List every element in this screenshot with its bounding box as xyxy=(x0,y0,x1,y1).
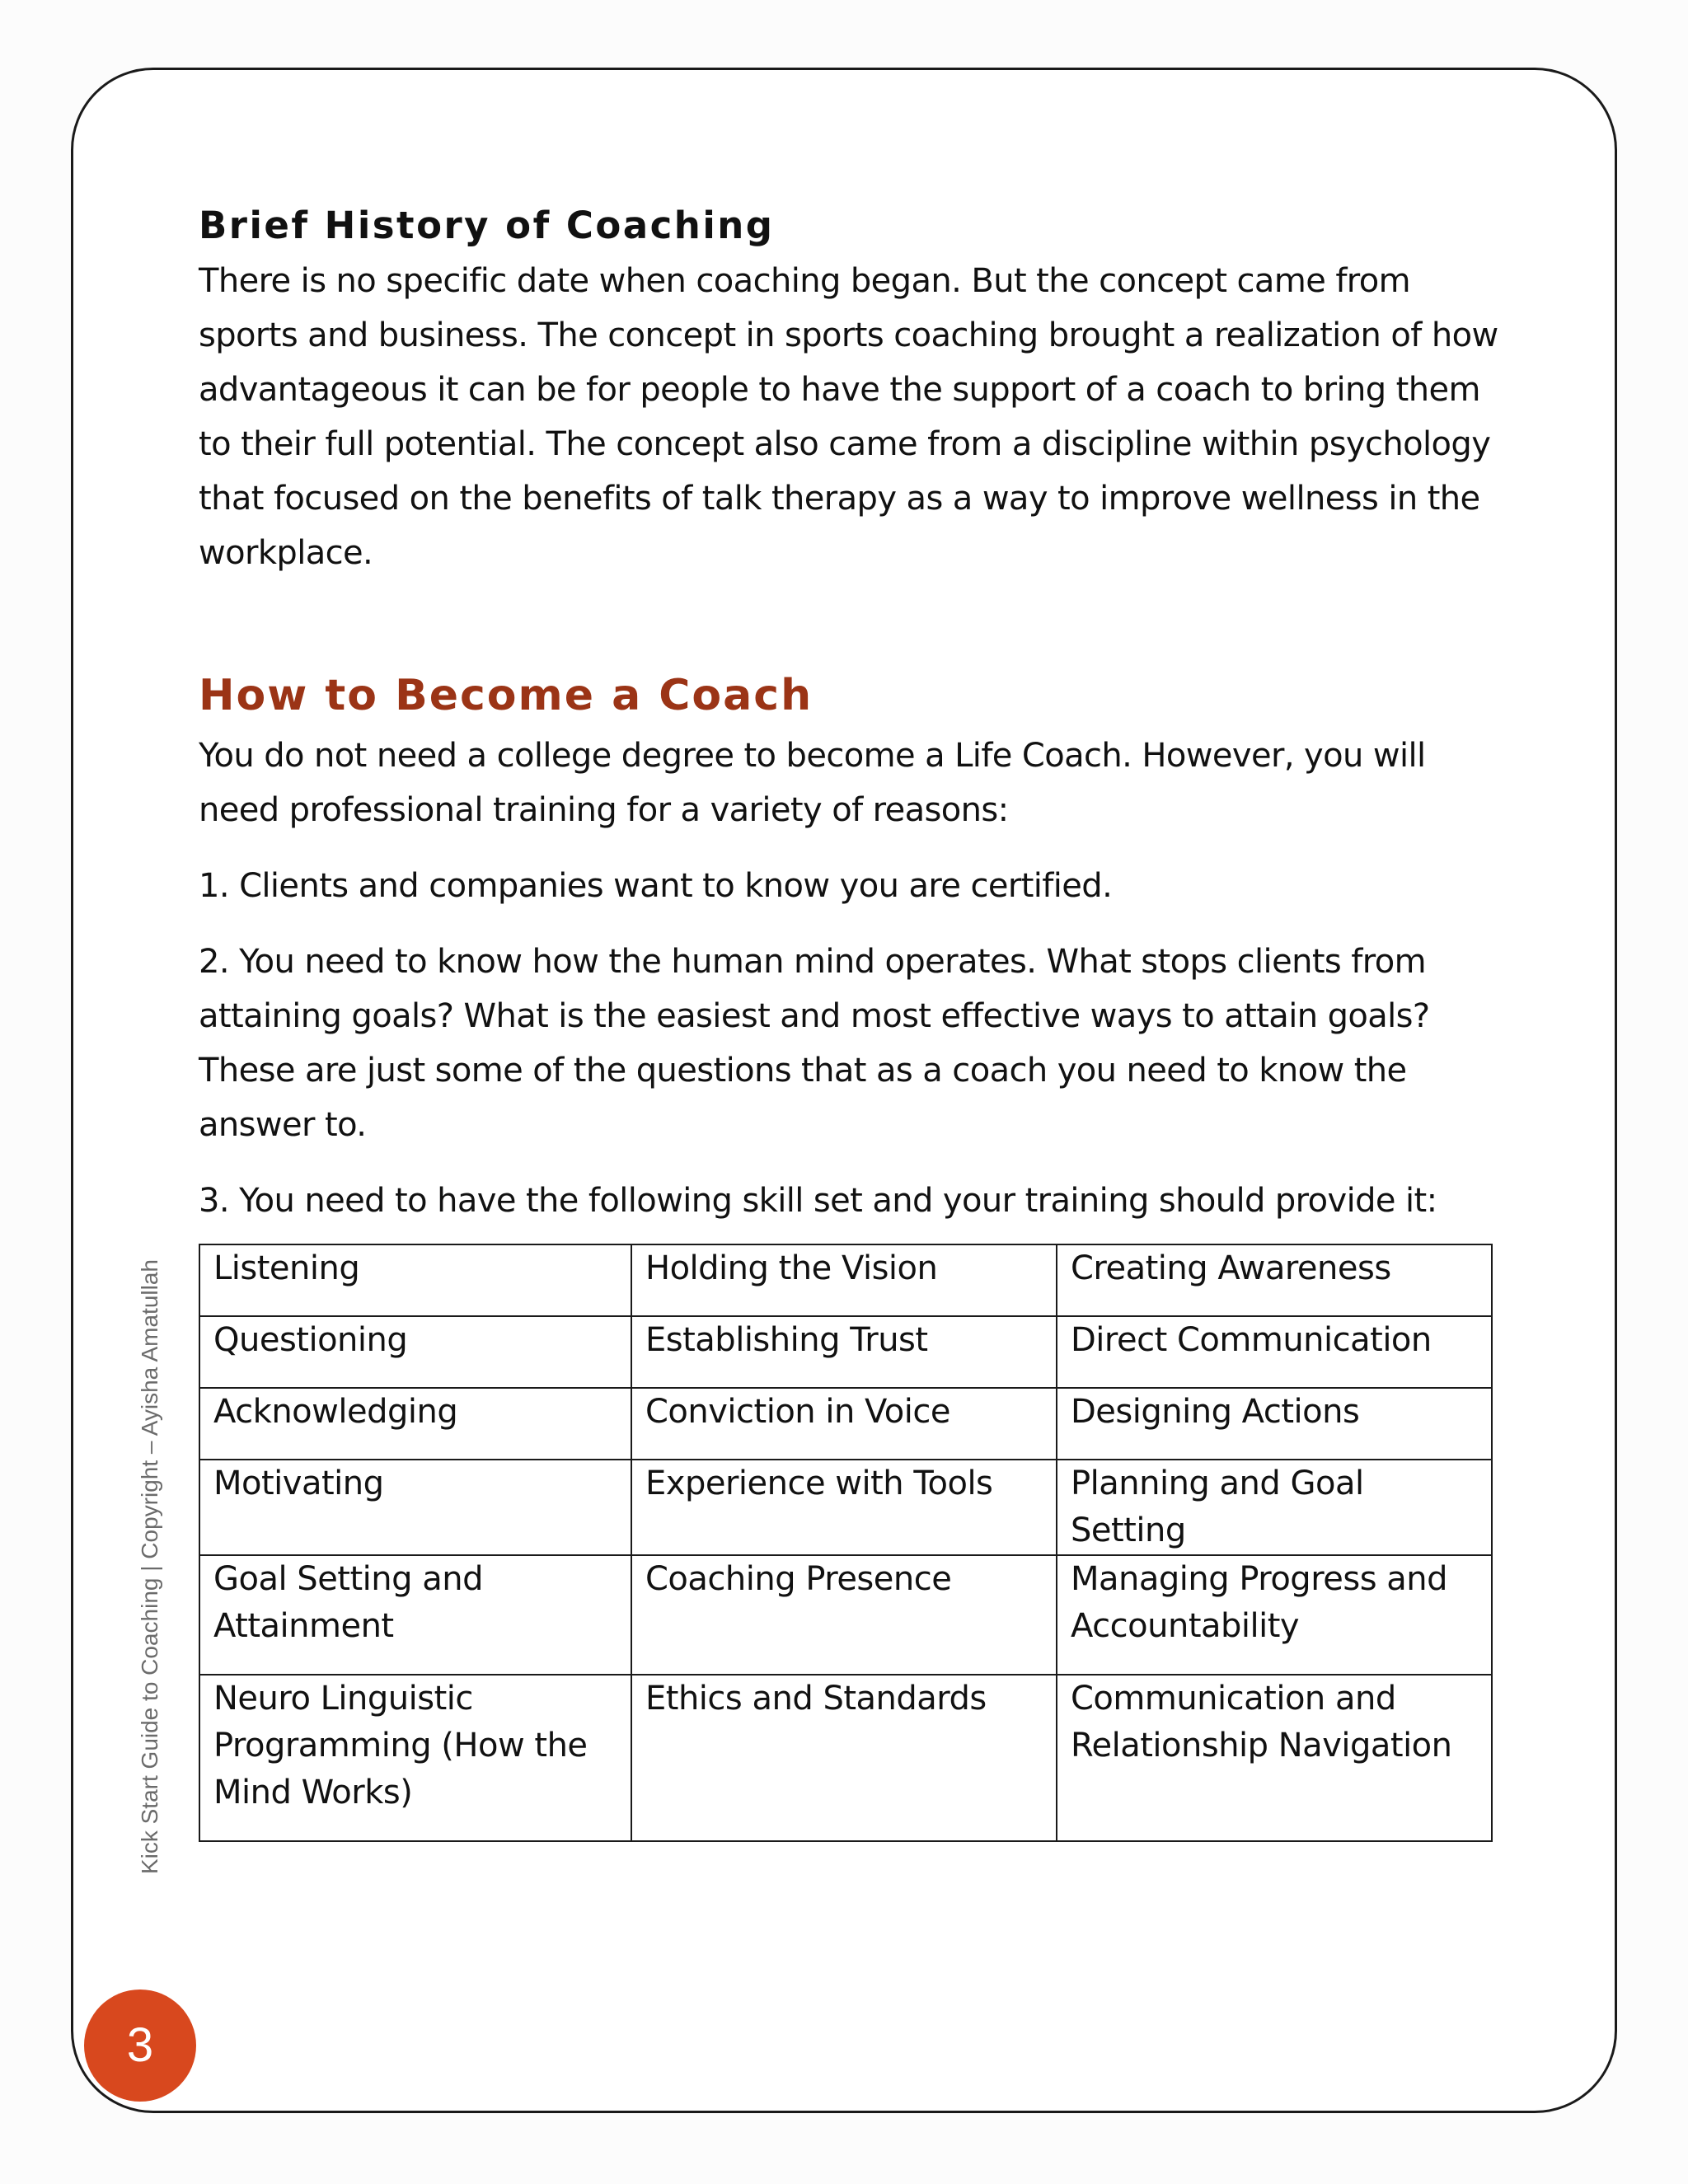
skill-cell: Managing Progress and Accountability xyxy=(1057,1555,1492,1675)
skill-cell: Listening xyxy=(199,1244,631,1316)
skill-cell: Acknowledging xyxy=(199,1388,631,1460)
table-row xyxy=(199,1675,1492,1841)
skill-cell: Planning and Goal Setting xyxy=(1057,1460,1492,1555)
skill-cell: Designing Actions xyxy=(1057,1388,1492,1460)
skills-table xyxy=(199,1244,1493,1842)
reason-item-1: 1. Clients and companies want to know you are certified. xyxy=(199,867,1113,905)
table-row xyxy=(199,1244,1492,1316)
skill-cell: Establishing Trust xyxy=(631,1316,1057,1388)
table-row xyxy=(199,1460,1492,1555)
skill-cell: Ethics and Standards xyxy=(631,1675,1057,1841)
skill-cell: Creating Awareness xyxy=(1057,1244,1492,1316)
reason-item-3: 3. You need to have the following skill set and your training should provide it: xyxy=(199,1182,1437,1220)
history-paragraph: There is no specific date when coaching began. But the concept came from sports and business. The concept in sports coaching brought a realization of how advantageous it can be for people to have the support of a coach to bring them to their full potential. The concept also came from a discipline within psychology that focused on the benefits of talk therapy as a way to improve wellness in the workplace. xyxy=(199,262,1498,572)
skill-cell: Communication and Relationship Navigation xyxy=(1057,1675,1492,1841)
reason-item-2: 2. You need to know how the human mind operates. What stops clients from attaining goals? What is the easiest and most effective ways to attain goals? These are just some of the questions that as a coach you need to know the answer to. xyxy=(199,943,1430,1144)
table-row xyxy=(199,1555,1492,1675)
skill-cell: Holding the Vision xyxy=(631,1244,1057,1316)
skill-cell: Motivating xyxy=(199,1460,631,1555)
history-heading: Brief History of Coaching xyxy=(199,204,775,247)
table-row xyxy=(199,1388,1492,1460)
page-number-badge: 3 xyxy=(84,1990,196,2102)
skill-cell: Experience with Tools xyxy=(631,1460,1057,1555)
skill-cell: Questioning xyxy=(199,1316,631,1388)
footer-copyright-text: Kick Start Guide to Coaching | Copyright – Ayisha Amatullah xyxy=(137,1259,162,1875)
skill-cell: Direct Communication xyxy=(1057,1316,1492,1388)
page-content xyxy=(199,198,1501,1228)
skill-cell: Goal Setting and Attainment xyxy=(199,1555,631,1675)
table-row xyxy=(199,1316,1492,1388)
become-coach-heading: How to Become a Coach xyxy=(199,671,814,720)
skill-cell: Neuro Linguistic Programming (How the Mind Works) xyxy=(199,1675,631,1841)
skill-cell: Conviction in Voice xyxy=(631,1388,1057,1460)
become-coach-intro: You do not need a college degree to become a Life Coach. However, you will need professional training for a variety of reasons: xyxy=(199,737,1426,829)
skill-cell: Coaching Presence xyxy=(631,1555,1057,1675)
